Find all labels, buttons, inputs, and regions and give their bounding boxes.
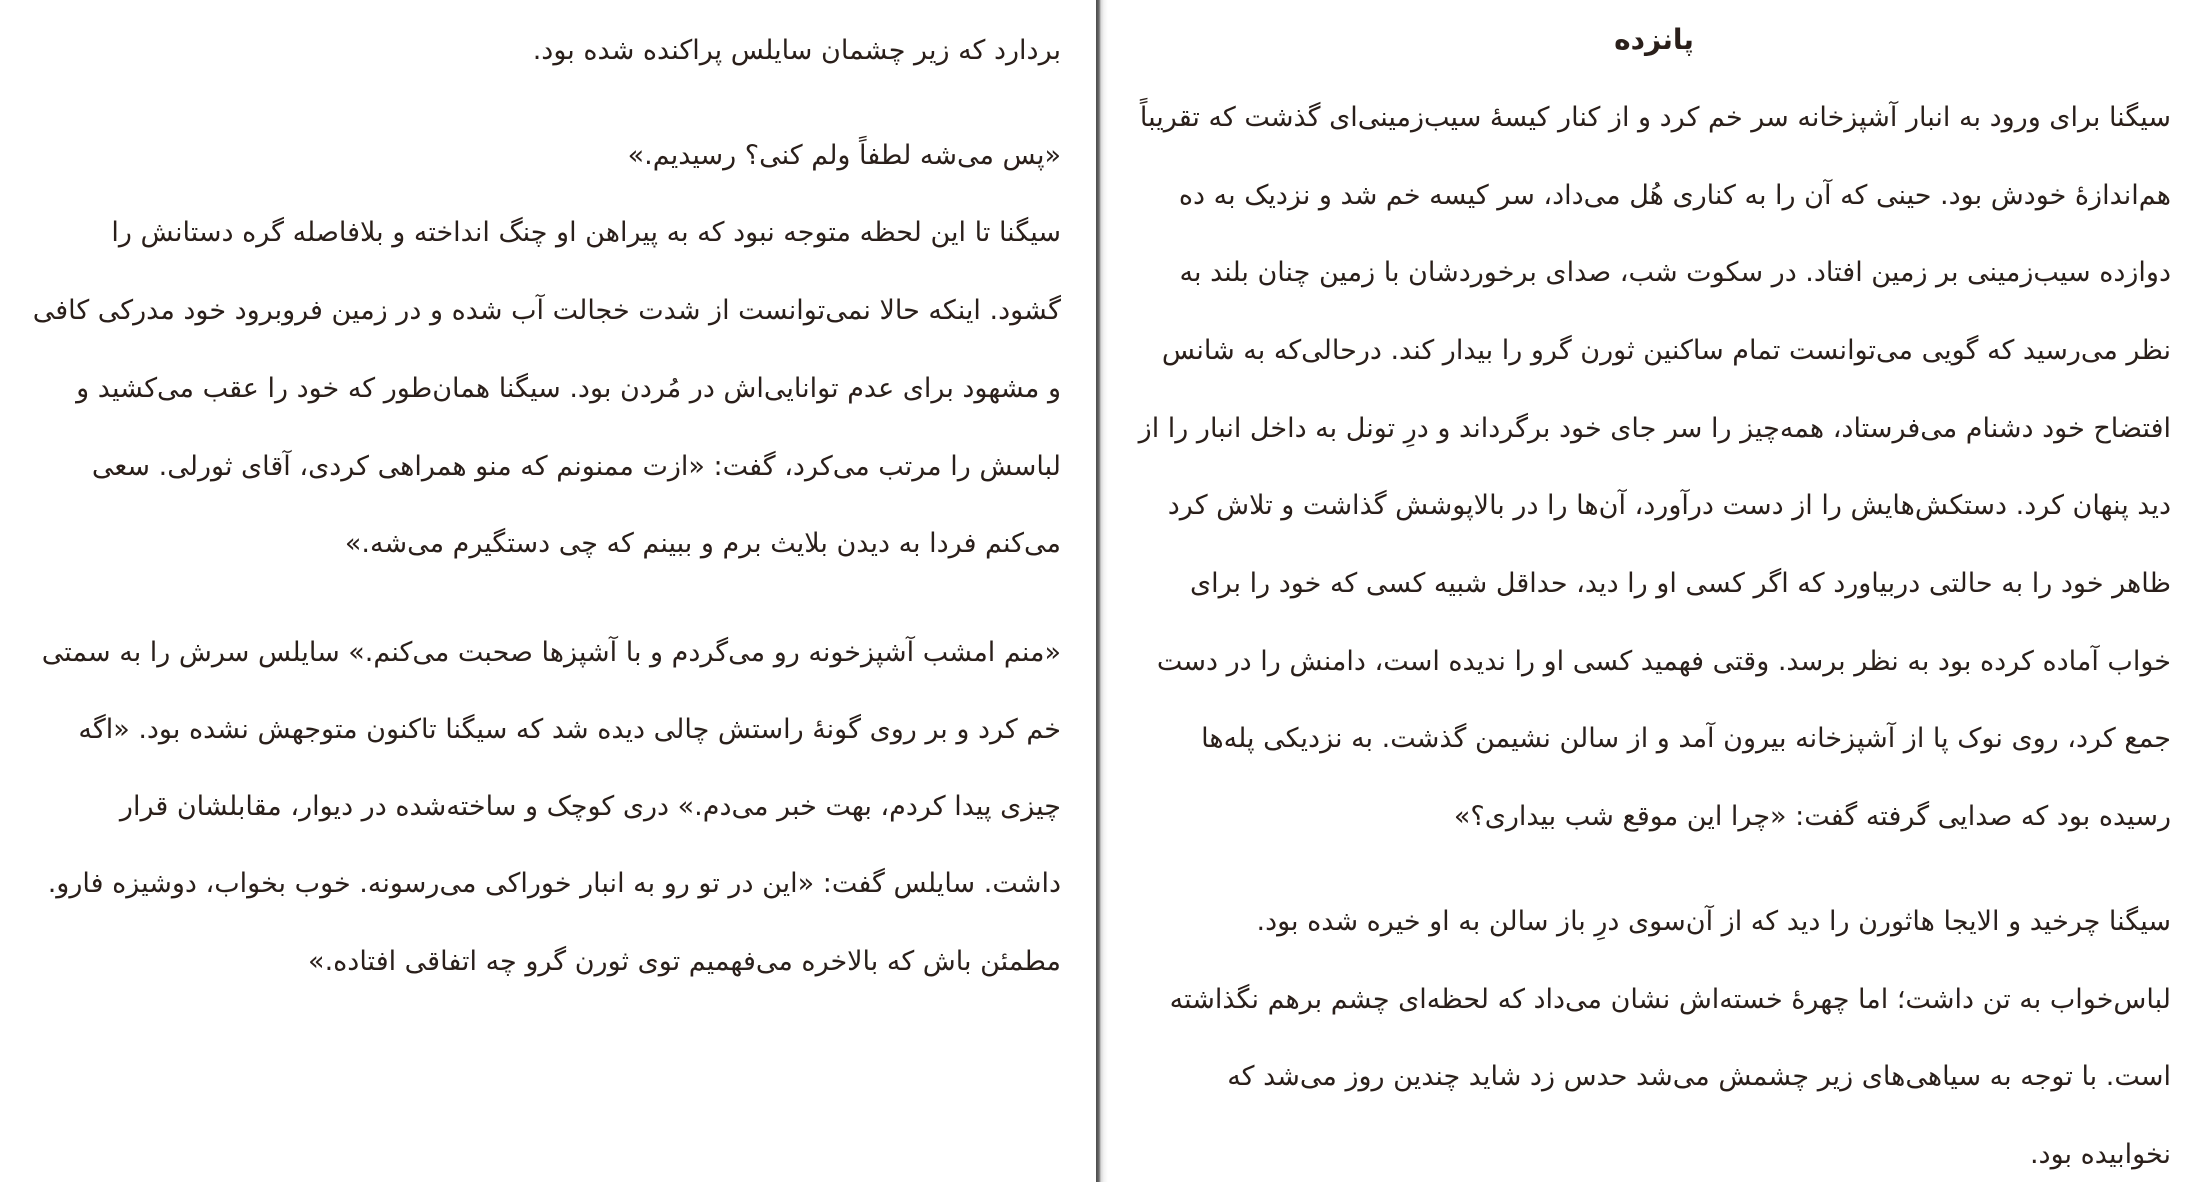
right-line-6: دید پنهان کرد. دستکش‌هایش را از دست درآورد، آن‌ها را در بالاپوشش گذاشت و تلاش کرد	[1167, 490, 2171, 521]
right-line-12: لباس‌خواب به تن داشت؛ اما چهرهٔ خسته‌اش نشان می‌داد که لحظه‌ای چشم برهم نگذاشته	[1169, 984, 2171, 1015]
left-line-11: داشت. سایلس گفت: «این در تو رو به انبار خوراکی می‌رسونه. خوب بخواب، دوشیزه فارو.	[47, 868, 1061, 899]
left-line-10: چیزی پیدا کردم، بهت خبر می‌دم.» دری کوچک و ساخته‌شده در دیوار، مقابلشان قرار	[119, 791, 1061, 822]
right-line-3: دوازده سیب‌زمینی بر زمین افتاد. در سکوت شب، صدای برخوردشان با زمین چنان بلند به	[1179, 257, 2171, 288]
left-page	[0, 0, 1096, 1182]
right-page	[1108, 0, 2200, 1182]
right-line-11: سیگنا چرخید و الایجا هاثورن را دید که از آن‌سوی درِ باز سالن به او خیره شده بود.	[1256, 906, 2171, 937]
left-line-8: «منم امشب آشپزخونه رو می‌گردم و با آشپزها صحبت می‌کنم.» سایلس سرش را به سمتی	[41, 637, 1061, 668]
left-line-6: لباسش را مرتب می‌کرد، گفت: «ازت ممنونم که منو همراهی کردی، آقای ثورلی. سعی	[91, 451, 1061, 482]
right-line-9: جمع کرد، روی نوک پا از آشپزخانه بیرون آمد و از سالن نشیمن گذشت. به نزدیکی پله‌ها	[1201, 723, 2171, 754]
right-line-13: است. با توجه به سیاهی‌های زیر چشمش می‌شد حدس زد شاید چندین روز می‌شد که	[1227, 1061, 2171, 1092]
right-line-14: نخوابیده بود.	[2029, 1139, 2171, 1170]
right-line-7: ظاهر خود را به حالتی دربیاورد که اگر کسی او را دید، حداقل شبیه کسی که خود را برای	[1189, 568, 2171, 599]
left-line-12: مطمئن باش که بالاخره می‌فهمیم توی ثورن گرو چه اتفاقی افتاده.»	[308, 946, 1061, 977]
left-line-4: گشود. اینکه حالا نمی‌توانست از شدت خجالت آب شده و در زمین فروبرود خود مدرکی کافی	[32, 295, 1061, 326]
left-line-2: «پس می‌شه لطفاً ولم کنی؟ رسیدیم.»	[627, 140, 1061, 171]
left-line-9: خم کرد و بر روی گونهٔ راستش چالی دیده شد که سیگنا تاکنون متوجهش نشده بود. «اگه	[78, 714, 1061, 745]
right-line-4: نظر می‌رسید که گویی می‌توانست تمام ساکنین ثورن گرو را بیدار کند. درحالی‌که به شانس	[1161, 335, 2171, 366]
left-line-7: می‌کنم فردا به دیدن بلایث برم و ببینم که چی دستگیرم می‌شه.»	[344, 528, 1061, 559]
left-line-3: سیگنا تا این لحظه متوجه نبود که به پیراهن او چنگ انداخته و بلافاصله گره دستانش را	[111, 217, 1061, 248]
right-line-5: افتضاح خود دشنام می‌فرستاد، همه‌چیز را سر جای خود برگرداند و درِ تونل به داخل انبار را از	[1138, 413, 2171, 444]
right-line-8: خواب آماده کرده بود به نظر برسد. وقتی فهمید کسی او را ندیده است، دامنش را در دست	[1156, 646, 2171, 677]
book-spine-divider	[1096, 0, 1108, 1182]
right-line-10: رسیده بود که صدایی گرفته گفت: «چرا این موقع شب بیداری؟»	[1453, 801, 2171, 832]
right-line-2: هم‌اندازهٔ خودش بود. حینی که آن را به کناری هُل می‌داد، سر کیسه خم شد و نزدیک به ده	[1178, 180, 2171, 211]
left-line-1: بردارد که زیر چشمان سایلس پراکنده شده بود.	[532, 35, 1061, 66]
right-line-1: سیگنا برای ورود به انبار آشپزخانه سر خم کرد و از کنار کیسهٔ سیب‌زمینی‌ای گذشت که تقریباً	[1139, 102, 2171, 133]
chapter-title: پانزده	[1614, 23, 1694, 56]
left-line-5: و مشهود برای عدم توانایی‌اش در مُردن بود. سیگنا همان‌طور که خود را عقب می‌کشید و	[76, 373, 1061, 404]
